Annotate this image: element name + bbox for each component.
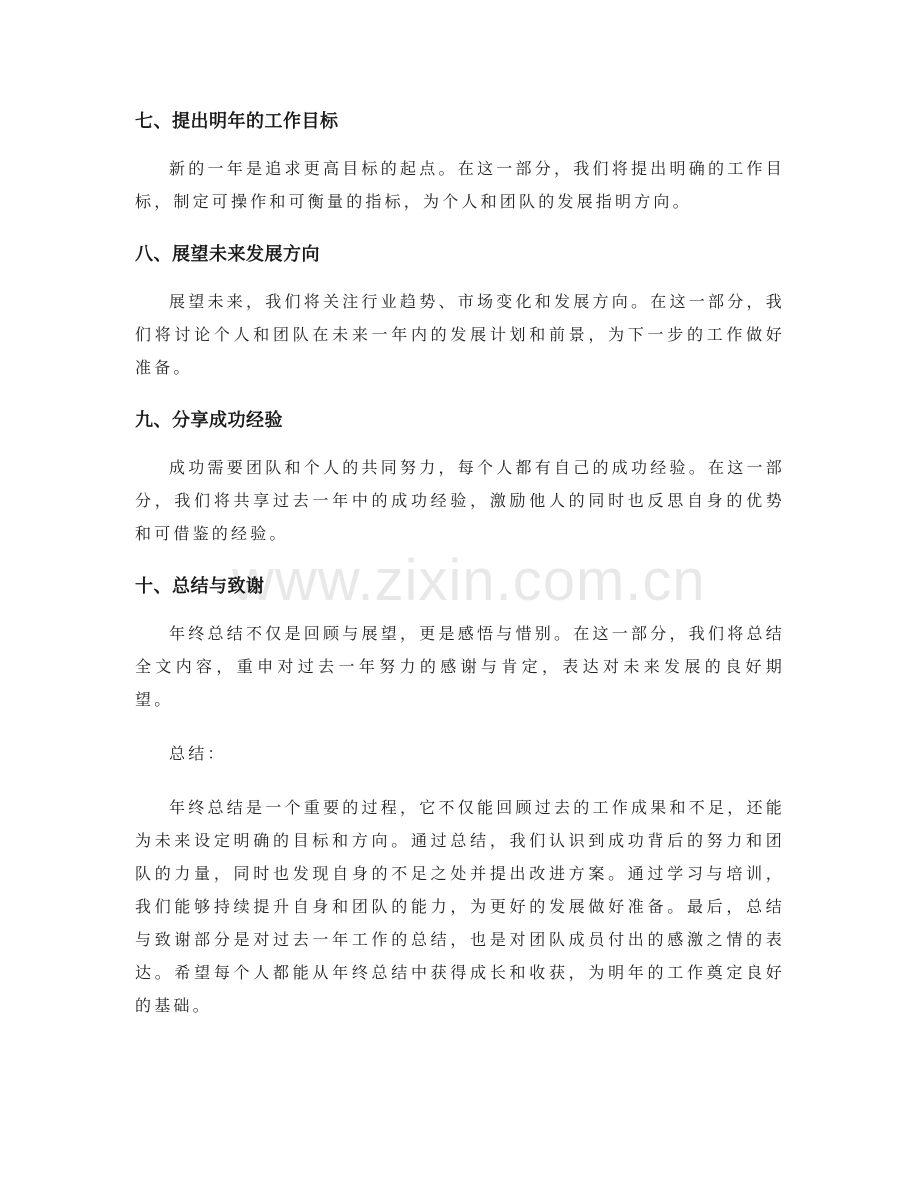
section-paragraph: 成功需要团队和个人的共同努力，每个人都有自己的成功经验。在这一部分，我们将共享过去一年中的成功经验，激励他人的同时也反思自身的优势和可借鉴的经验。: [135, 458, 785, 543]
section-heading: 九、分享成功经验: [135, 410, 283, 431]
section-10: [135, 571, 785, 1022]
section-heading: 十、总结与致谢: [135, 576, 265, 597]
section-8: [135, 239, 785, 384]
document-body: [135, 106, 785, 1043]
section-paragraph: 新的一年是追求更高目标的起点。在这一部分，我们将提出明确的工作目标，制定可操作和可衡量的指标，为个人和团队的发展指明方向。: [135, 159, 785, 211]
watermark: www.zixin.com.cn: [232, 548, 706, 613]
section-paragraph: 年终总结不仅是回顾与展望，更是感悟与惜别。在这一部分，我们将总结全文内容，重申对过去一年努力的感谢与肯定，表达对未来发展的良好期望。: [135, 624, 785, 709]
section-7: [135, 106, 785, 218]
section-9: [135, 405, 785, 550]
summary-paragraph: 年终总结是一个重要的过程，它不仅能回顾过去的工作成果和不足，还能为未来设定明确的目标和方向。通过总结，我们认识到成功背后的努力和团队的力量，同时也发现自身的不足之处并提出改进方案。通过学习与培训，我们能够持续提升自身和团队的能力，为更好的发展做好准备。最后，总结与致谢部分是对过去一年工作的总结，也是对团队成员付出的感激之情的表达。希望每个人都能从年终总结中获得成长和收获，为明年的工作奠定良好的基础。: [135, 798, 785, 1015]
section-heading: 八、展望未来发展方向: [135, 244, 320, 265]
summary-label: 总结：: [169, 744, 227, 763]
section-paragraph: 展望未来，我们将关注行业趋势、市场变化和发展方向。在这一部分，我们将讨论个人和团队在未来一年内的发展计划和前景，为下一步的工作做好准备。: [135, 292, 785, 377]
section-heading: 七、提出明年的工作目标: [135, 111, 339, 132]
